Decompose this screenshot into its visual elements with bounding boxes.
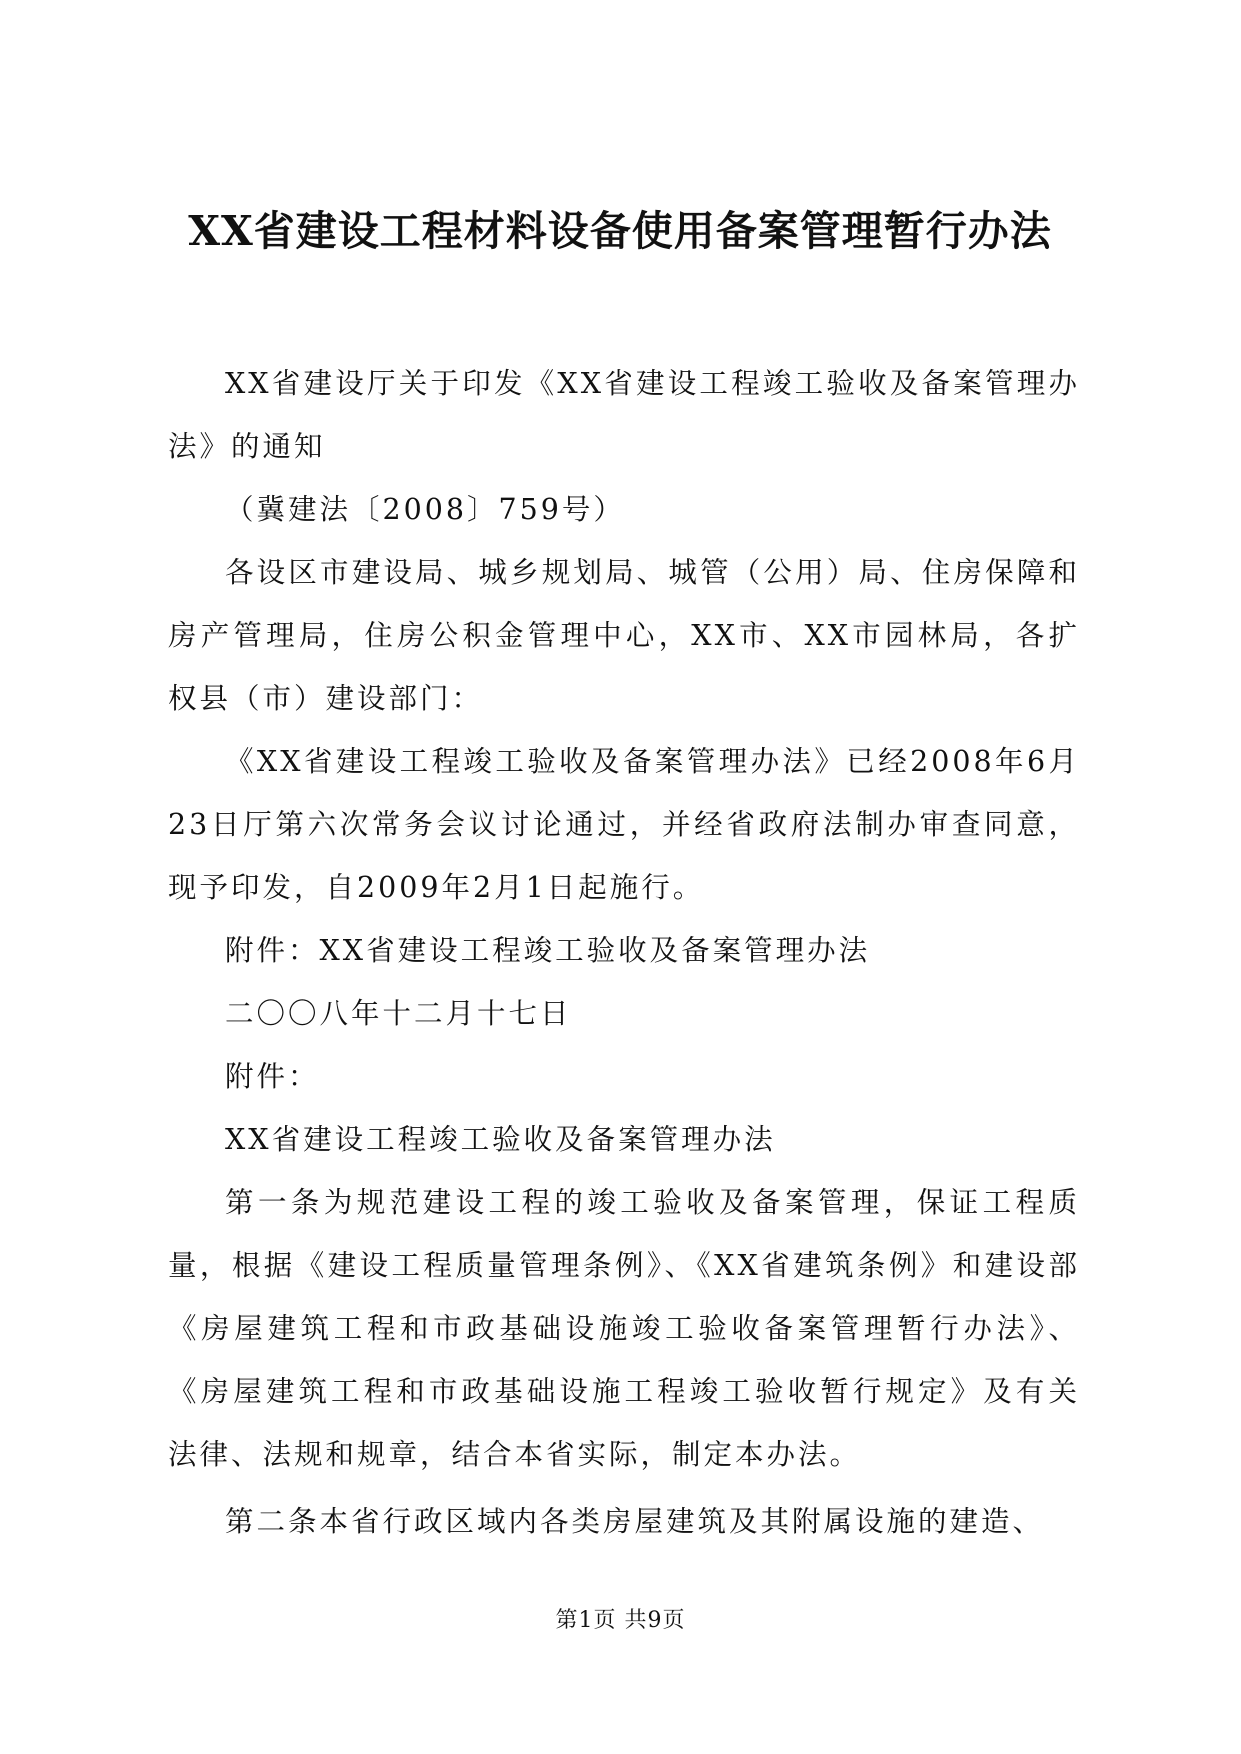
addressee-paragraph: 各设区市建设局、城乡规划局、城管（公用）局、住房保障和房产管理局，住房公积金管理中心，XX市、XX市园林局，各扩权县（市）建设部门： bbox=[168, 556, 1080, 715]
notice-heading: XX省建设厅关于印发《XX省建设工程竣工验收及备案管理办法》的通知 bbox=[168, 367, 1080, 463]
attachment-label: 附件： bbox=[225, 1060, 320, 1093]
document-title: XX省建设工程材料设备使用备案管理暂行办法 bbox=[188, 207, 1052, 255]
attachment-line: 附件：XX省建设工程竣工验收及备案管理办法 bbox=[225, 934, 871, 967]
document-number: （冀建法〔2008〕759号） bbox=[225, 493, 625, 526]
document-body bbox=[168, 352, 1080, 1553]
article-2: 第二条本省行政区域内各类房屋建筑及其附属设施的建造、 bbox=[225, 1505, 1045, 1538]
article-1: 第一条为规范建设工程的竣工验收及备案管理，保证工程质量，根据《建设工程质量管理条例》、《XX省建筑条例》和建设部《房屋建筑工程和市政基础设施竣工验收备案管理暂行办法》、《房屋建筑工程和市政基础设施工程竣工验收暂行规定》及有关法律、法规和规章，结合本省实际，制定本办法。 bbox=[168, 1186, 1080, 1471]
date-line: 二〇〇八年十二月十七日 bbox=[225, 997, 572, 1030]
page-footer: 第1页 共9页 bbox=[555, 1608, 686, 1633]
attachment-title: XX省建设工程竣工验收及备案管理办法 bbox=[225, 1123, 776, 1156]
notice-paragraph: 《XX省建设工程竣工验收及备案管理办法》已经2008年6月23日厅第六次常务会议讨论通过，并经省政府法制办审查同意，现予印发，自2009年2月1日起施行。 bbox=[168, 745, 1080, 904]
